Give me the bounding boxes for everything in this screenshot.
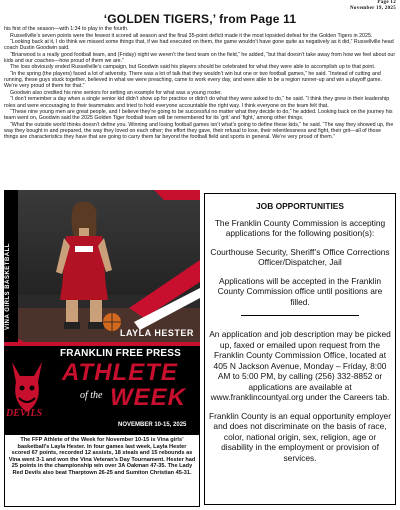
player-name: LAYLA HESTER bbox=[120, 328, 194, 338]
athlete-photo bbox=[4, 190, 200, 342]
job-opportunities-box bbox=[204, 193, 396, 505]
jobs-divider bbox=[241, 315, 359, 316]
week-word: WEEK bbox=[110, 384, 186, 411]
side-label: VINA GIRLS BASKETBALL bbox=[5, 243, 11, 330]
article-body bbox=[4, 26, 396, 141]
jobs-pickup: An application and job description may be picked up, faxed or emailed upon request from the Franklin County Commission Office, located at 405 N Jackson Avenue, Monday – Friday, 8:00 AM to 5:00 PM, by calling (256) 332-8852 or applications are available at www.franklincountyal.org under the Careers tab. bbox=[209, 329, 391, 402]
article-paragraph: Goodwin also credited his nine seniors for setting an example for what was a young roster. bbox=[10, 89, 222, 96]
page-date: November 19, 2025 bbox=[350, 6, 396, 11]
jobs-title: JOB OPPORTUNITIES bbox=[256, 201, 344, 211]
article-paragraph: “In the spring (the players) faced a lot of adversity. There was a lot of talk that they wouldn’t win but one or two football games,” he said. “Instead of cutting and running, these guys stuck together, believed in what we were preaching, came to work every day, and were able to be a region runner-up and win a playoff game. We’re very proud of them for that.” bbox=[4, 70, 382, 90]
ad-dates: NOVEMBER 10-15, 2025 bbox=[118, 422, 187, 428]
athlete-photo-graphic bbox=[4, 190, 200, 342]
article-paragraph: “Briarwood is a really good football team, and (Friday) night we weren’t the best team on the field,” he added, “but that doesn’t take away from how we feel about our kids and our coaches—how proud of them we are.” bbox=[4, 51, 396, 64]
mascot-text: DEVILS bbox=[6, 408, 43, 419]
article-paragraph: “These nine young men are great people, and I believe they’re going to be successful no matter what they decide to do,” he added. Looking back on the journey his team went on, Goodwin said the 2025 Golden Tiger football team will be remembered for its ‘grit’ and ‘fight,’ among other things. bbox=[4, 109, 393, 122]
page-number: Page 12 bbox=[377, 0, 396, 5]
athlete-of-week-ad bbox=[4, 190, 200, 507]
article-paragraph: his first of the season—with 1:34 to play in the fourth. bbox=[4, 26, 129, 32]
article-paragraph: “Looking back at it, I do think we missed some things that, if we had executed on them, the game wouldn’t have gone quite as negatively as it did,” Russellville head coach Dustin Goodwin said. bbox=[4, 39, 394, 52]
page-info bbox=[350, 0, 396, 12]
athlete-word: ATHLETE bbox=[62, 359, 178, 386]
jobs-positions: Courthouse Security, Sheriff’s Office Corrections Officer/Dispatcher, Jail bbox=[210, 246, 390, 267]
article-headline: ‘GOLDEN TIGERS,’ from Page 11 bbox=[103, 12, 297, 26]
jobs-accepted: Applications will be accepted in the Franklin County Commission office until positions are filled. bbox=[217, 275, 383, 307]
jobs-eeo: Franklin County is an equal opportunity employer and does not discriminate on the basis of race, color, national origin, sex, religion, age or disability in the employment or provision of services. bbox=[208, 410, 392, 463]
of-the-word: of the bbox=[80, 390, 103, 401]
article-paragraph: “I don’t remember a day when a single senior kid didn’t show up for practice or didn’t do what they were asked to do,” he said. “I think they grew in their leadership roles and were encouraging to their teammates and tried to hold everyone accountable the right way. I think everyone on the team felt that. bbox=[4, 96, 390, 109]
article-paragraph: The loss obviously ended Russellville’s campaign, but Goodwin said his players should be celebrated for what they were able to accomplish up to that point. bbox=[10, 64, 376, 71]
athlete-banner bbox=[4, 342, 200, 434]
article-paragraph: Russellville’s seven points were the fewest it scored all season and the final 35-point deficit made it the most lopsided defeat for the Golden Tigers in 2025. bbox=[10, 32, 373, 39]
jobs-intro: The Franklin County Commission is accepting applications for the following position(s): bbox=[214, 217, 386, 238]
publisher-name: FRANKLIN FREE PRESS bbox=[60, 348, 182, 359]
article-paragraph: “What the outside world thinks doesn’t define you. Winning and losing football games isn’t what’s going to define these kids,” he said. “The way they showed up, the way they bought in and prepared, the way they loved on each other; the effort they gave, their refusal to lose, their relentlessness and fight, their grit—all of those things are characteristics they have that are going to carry them far beyond the football field and sports in general. We’re very proud of them.” bbox=[4, 121, 394, 141]
athlete-caption: The FFP Athlete of the Week for November 10-15 is Vina girls’ basketball’s Layla Hester. In four games last week, Layla Hester scored 67 points, recorded 12 assists, 18 steals and 15 rebounds as Vina went 3-1 and won the Vina Veteran’s Day Tournament. Hester had 25 points in the championship win over 3A Oakman 47-35. The Lady Red Devils also beat Tharptown 26-25 and Sumiton Christian 45-31. bbox=[4, 434, 200, 507]
